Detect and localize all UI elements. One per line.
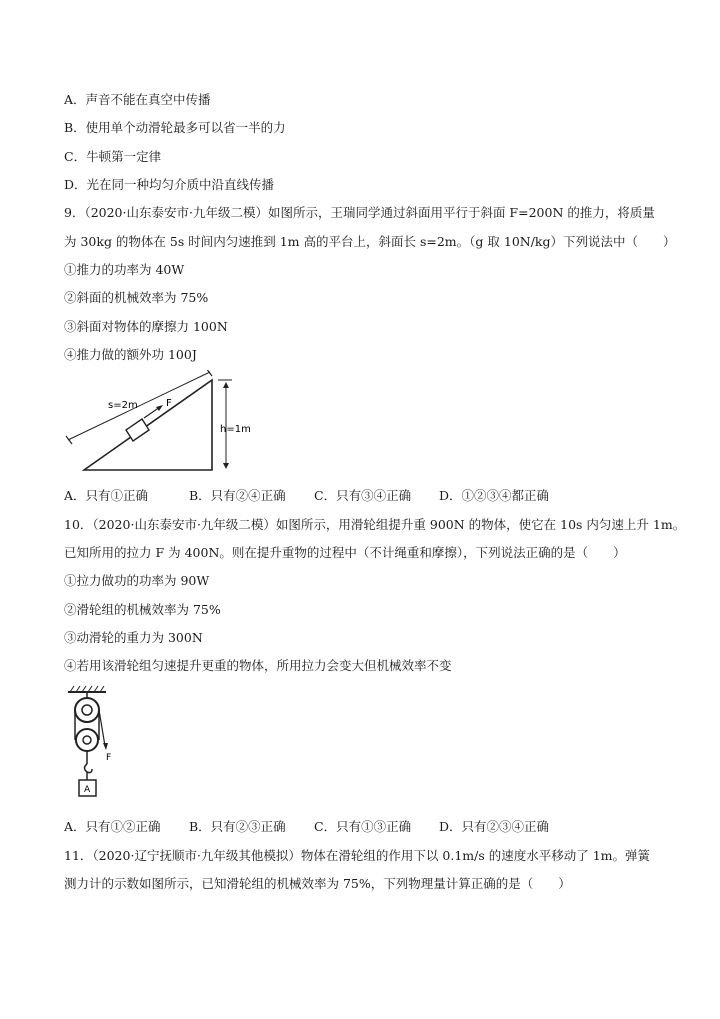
q10-option-d: D．只有②③④正确 xyxy=(439,819,550,834)
q9-statement-2: ②斜面的机械效率为 75% xyxy=(64,290,209,305)
fixed-pulley xyxy=(75,698,99,722)
q9-options xyxy=(64,488,549,504)
q9-stem-line2: 为 30kg 的物体在 5s 时间内匀速推到 1m 高的平台上，斜面长 s=2m。（g 取 10N/kg）下列说法中（ ） xyxy=(64,234,676,249)
length-label: s=2m xyxy=(108,400,138,411)
movable-pulley xyxy=(76,729,98,751)
q10-statement-3: ③动滑轮的重力为 300N xyxy=(64,630,203,645)
height-label: h=1m xyxy=(220,424,251,435)
q10-statement-4: ④若用该滑轮组匀速提升更重的物体，所用拉力会变大但机械效率不变 xyxy=(64,658,452,673)
q9-statement-3: ③斜面对物体的摩擦力 100N xyxy=(64,319,228,334)
q9-incline-figure xyxy=(60,370,260,480)
prev-option-a: A．声音不能在真空中传播 xyxy=(64,92,211,107)
block-label: A xyxy=(84,785,91,795)
q10-option-a: A．只有①②正确 xyxy=(64,819,161,834)
prev-option-d: D．光在同一种均匀介质中沿直线传播 xyxy=(64,177,275,192)
q10-pulley-figure xyxy=(60,684,120,808)
incline-triangle xyxy=(84,380,212,470)
q10-stem-line1: 10．（2020·山东泰安市·九年级二模）如图所示，用滑轮组提升重 900N 的物体，使它在 10s 内匀速上升 1m。 xyxy=(64,517,686,532)
q9-option-b: B．只有②④正确 xyxy=(189,488,286,503)
q10-option-b: B．只有②③正确 xyxy=(189,819,286,834)
q10-statement-1: ①拉力做功的功率为 90W xyxy=(64,573,210,588)
q9-option-c: C．只有③④正确 xyxy=(314,488,412,503)
q11-stem-line1: 11．（2020·辽宁抚顺市·九年级其他模拟）物体在滑轮组的作用下以 0.1m/s 的速度水平移动了 1m。弹簧 xyxy=(64,848,651,863)
prev-option-b: B．使用单个动滑轮最多可以省一半的力 xyxy=(64,120,286,135)
q9-stem-line1: 9．（2020·山东泰安市·九年级二模）如图所示，王瑞同学通过斜面用平行于斜面 F=200N 的推力，将质量 xyxy=(64,205,655,220)
q10-option-c: C．只有①③正确 xyxy=(314,819,412,834)
pull-force-label: F xyxy=(106,753,112,763)
q11-stem-line2: 测力计的示数如图所示，已知滑轮组的机械效率为 75%，下列物理量计算正确的是（ ） xyxy=(64,876,571,891)
q9-statement-4: ④推力做的额外功 100J xyxy=(64,347,197,362)
hook xyxy=(85,764,93,773)
q9-statement-1: ①推力的功率为 40W xyxy=(64,262,185,277)
prev-option-c: C．牛顿第一定律 xyxy=(64,149,162,164)
pull-rope xyxy=(99,710,105,746)
q10-stem-line2: 已知所用的拉力 F 为 400N。则在提升重物的过程中（不计绳重和摩擦），下列说法正确的是（ ） xyxy=(64,545,626,560)
q9-option-d: D．①②③④都正确 xyxy=(439,488,550,503)
q10-options xyxy=(64,819,549,835)
q9-option-a: A．只有①正确 xyxy=(64,488,149,503)
q10-statement-2: ②滑轮组的机械效率为 75% xyxy=(64,602,221,617)
force-label: F xyxy=(166,398,172,409)
